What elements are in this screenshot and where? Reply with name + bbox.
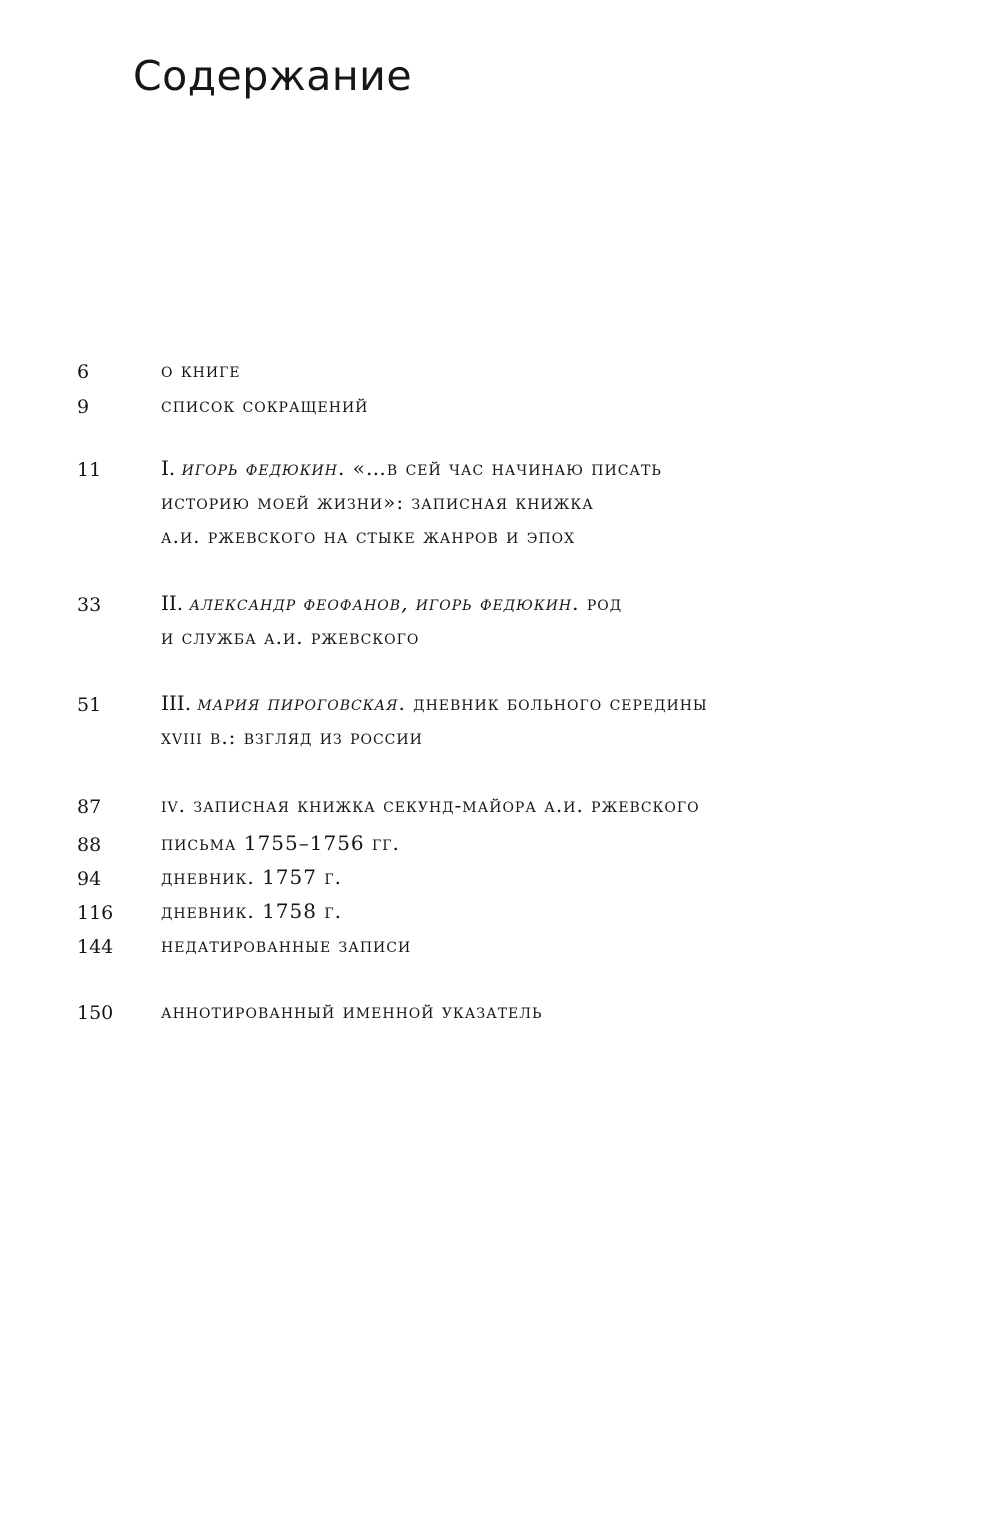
toc-entry-line: . дневник больного середины — [398, 691, 708, 715]
toc-entry-title — [161, 686, 921, 754]
toc-entry-first-line — [161, 686, 921, 720]
chapter-author: александр феофанов, игорь федюкин — [189, 591, 573, 615]
toc-entry-title — [161, 388, 921, 422]
toc-entry-line: о книге — [161, 358, 241, 382]
toc-page-number: 144 — [77, 936, 114, 958]
toc-entry-title — [161, 860, 921, 894]
page-title: Содержание — [133, 52, 413, 100]
toc-entry-title — [161, 928, 921, 962]
toc-entry-title — [161, 994, 921, 1028]
chapter-numeral: II. — [161, 591, 184, 615]
toc-page-number: 87 — [77, 796, 102, 818]
toc-entry-first-line — [161, 451, 921, 485]
toc-entry-line: недатированные записи — [161, 933, 412, 957]
toc-entry-line: список сокращений — [161, 393, 369, 417]
toc-entry-first-line — [161, 586, 921, 620]
toc-entry-line: историю моей жизни»: записная книжка — [161, 490, 594, 514]
toc-entry-line: аннотированный именной указатель — [161, 999, 543, 1023]
toc-entry-line: письма 1755–1756 гг. — [161, 831, 400, 855]
toc-page-number: 116 — [77, 902, 114, 924]
toc-entry-line: и служба а.и. ржевского — [161, 625, 420, 649]
toc-entry-line: . род — [572, 591, 623, 615]
toc-entry-title — [161, 826, 921, 860]
toc-page-number: 94 — [77, 868, 102, 890]
toc-entry-line: дневник. 1757 г. — [161, 865, 342, 889]
toc-entry-line: . «…в сей час начинаю писать — [337, 456, 662, 480]
chapter-numeral: III. — [161, 691, 192, 715]
toc-page-number: 6 — [77, 361, 90, 383]
chapter-author: игорь федюкин — [181, 456, 338, 480]
toc-entry-title — [161, 788, 921, 822]
toc-page-number: 51 — [77, 694, 102, 716]
chapter-author: мария пироговская — [197, 691, 399, 715]
toc-page-number: 150 — [77, 1002, 114, 1024]
toc-page-number: 33 — [77, 594, 102, 616]
toc-entry-line: iv. записная книжка секунд-майора а.и. ржевского — [161, 793, 700, 817]
toc-entry-title — [161, 451, 921, 553]
toc-entry-title — [161, 586, 921, 654]
toc-entry-line: а.и. ржевского на стыке жанров и эпох — [161, 524, 576, 548]
toc-page-number: 88 — [77, 834, 102, 856]
chapter-numeral: I. — [161, 456, 176, 480]
toc-page-number: 9 — [77, 396, 90, 418]
toc-entry-title — [161, 353, 921, 387]
toc-entry-line: дневник. 1758 г. — [161, 899, 342, 923]
toc-entry-line: xviii в.: взгляд из россии — [161, 725, 423, 749]
toc-page-number: 11 — [77, 459, 102, 481]
toc-entry-title — [161, 894, 921, 928]
